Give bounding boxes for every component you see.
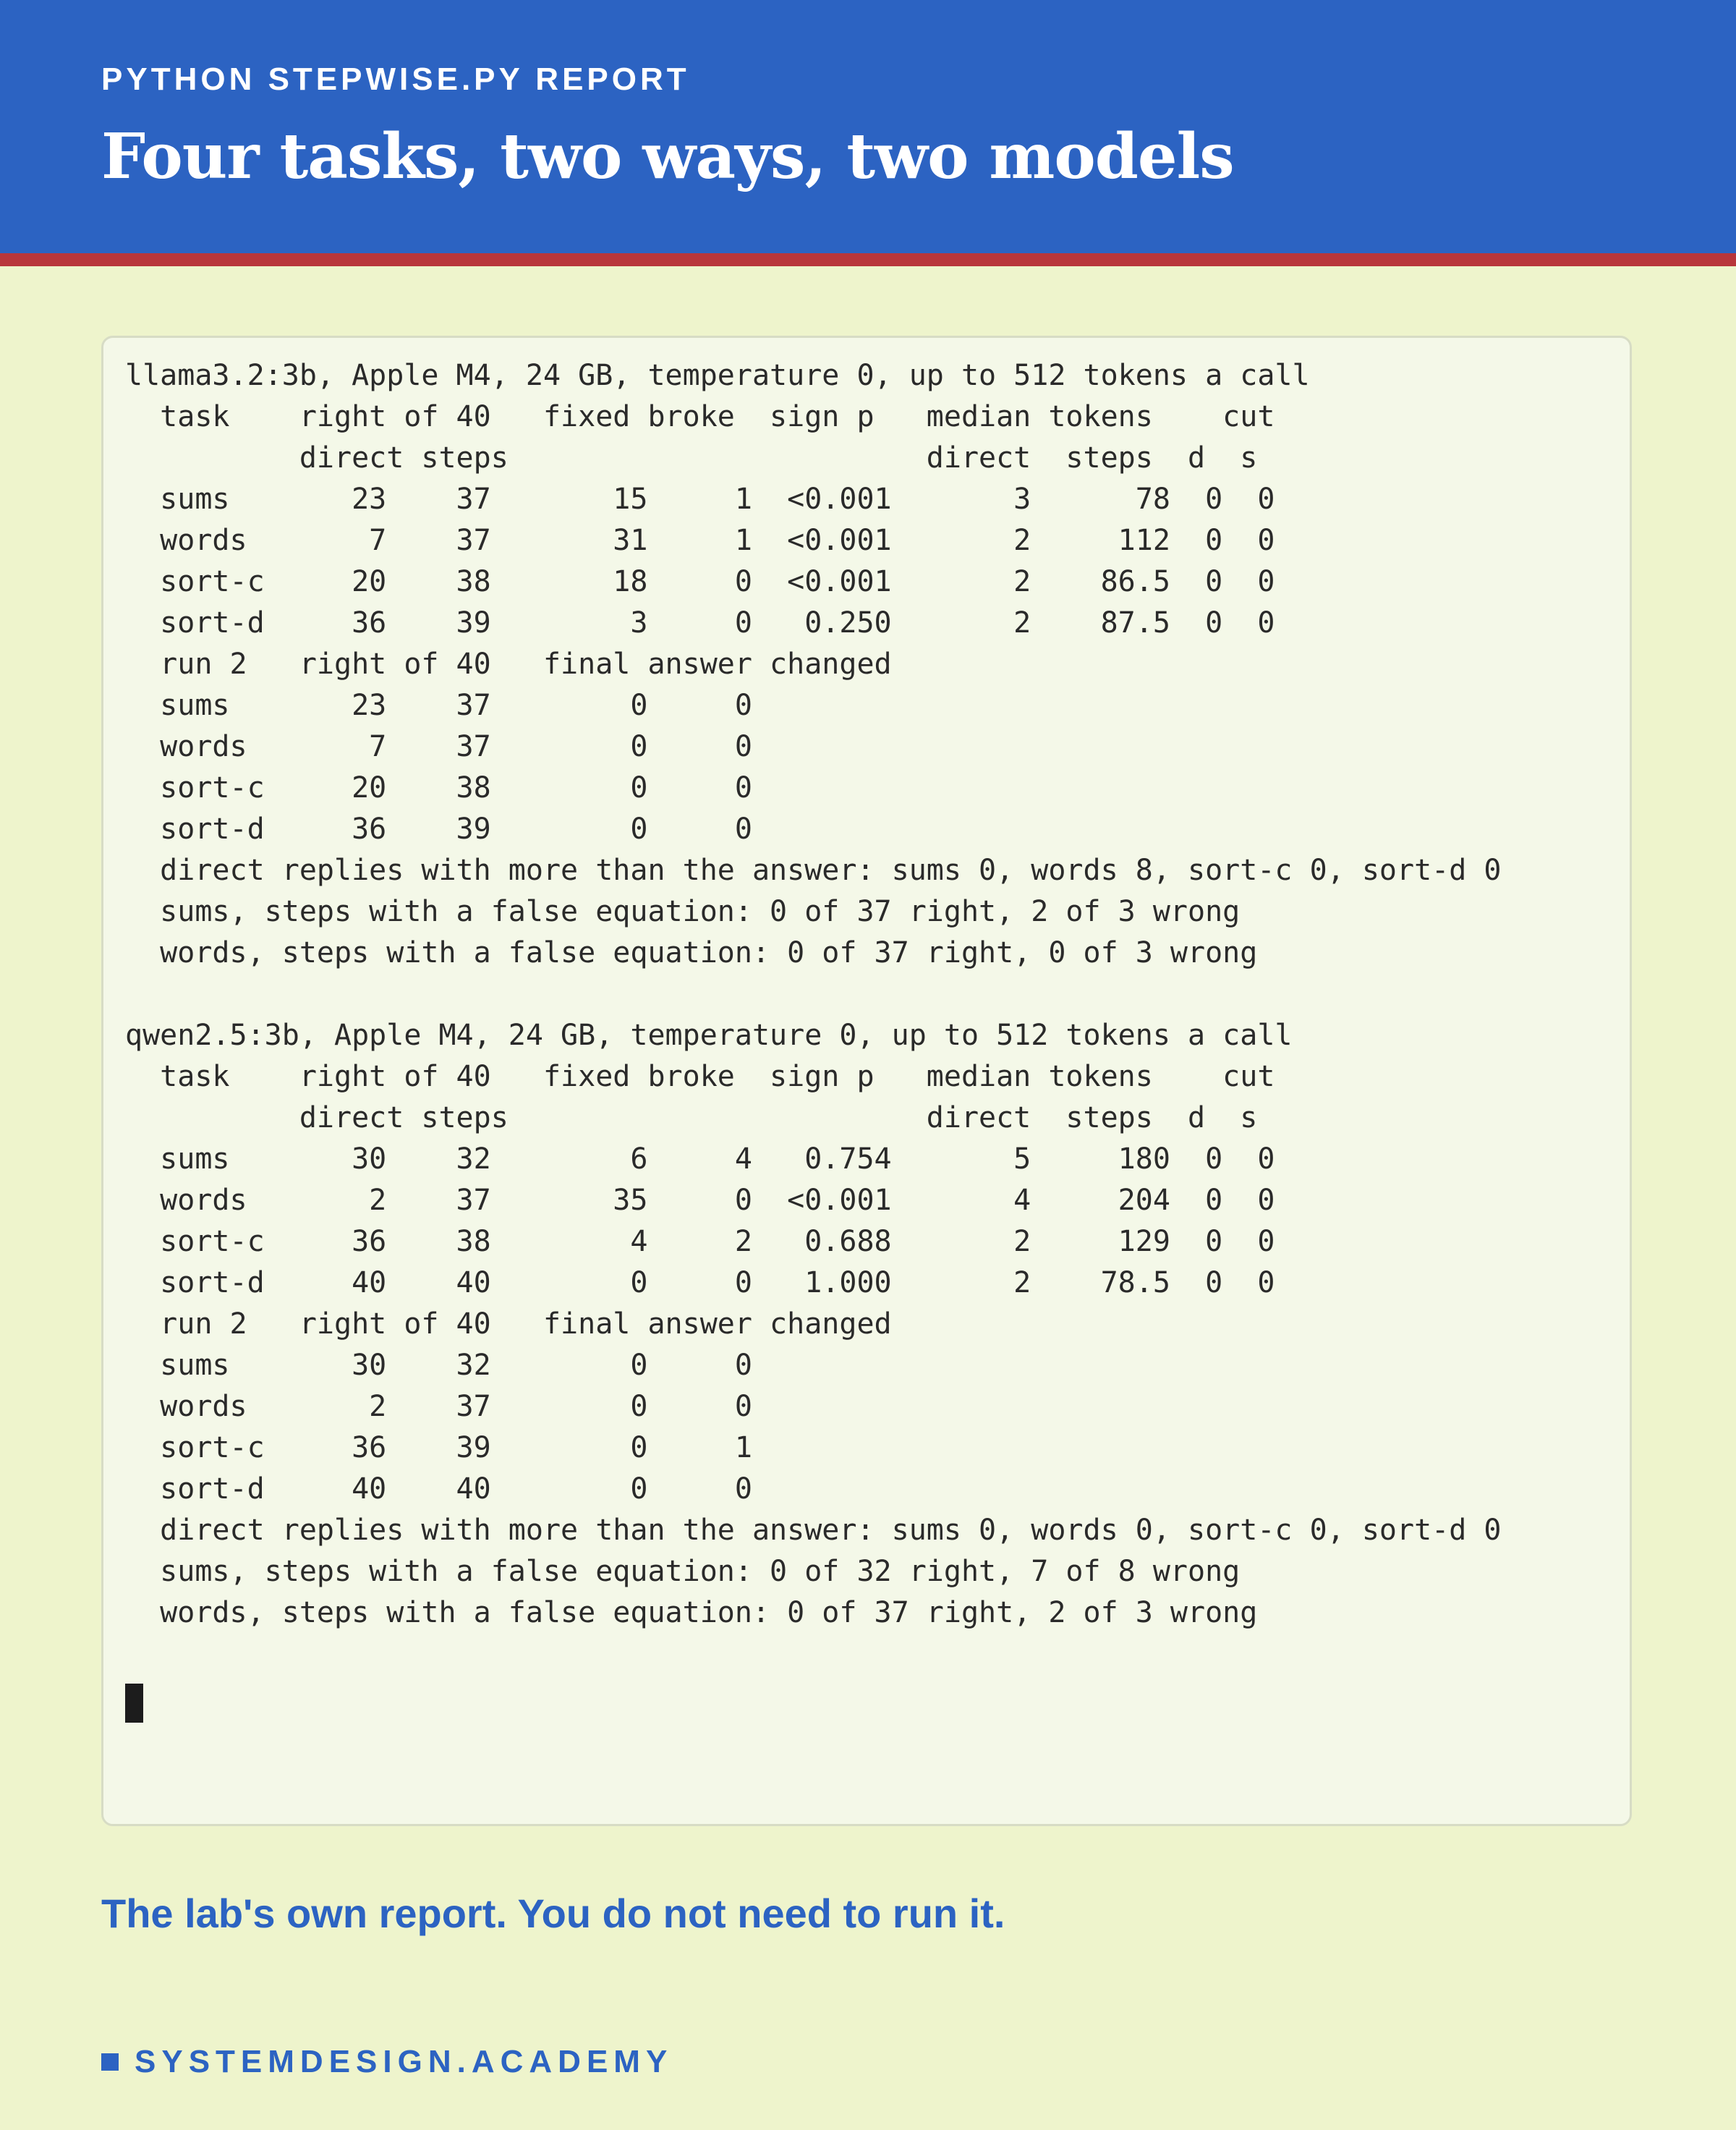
terminal-line: task right of 40 fixed broke sign p median tokens cut [125, 400, 1275, 433]
terminal-line: sums 30 32 0 0 [125, 1349, 752, 1382]
square-bullet-icon [101, 2053, 119, 2071]
terminal-line: sums, steps with a false equation: 0 of 37 right, 2 of 3 wrong [125, 895, 1241, 928]
terminal-line: words 2 37 35 0 <0.001 4 204 0 0 [125, 1184, 1275, 1217]
terminal-line: words 7 37 0 0 [125, 730, 752, 763]
report-header [0, 0, 1736, 253]
terminal-line: sort-d 36 39 3 0 0.250 2 87.5 0 0 [125, 606, 1275, 640]
terminal-line: sort-c 36 38 4 2 0.688 2 129 0 0 [125, 1225, 1275, 1258]
terminal-line: direct steps direct steps d s [125, 441, 1258, 475]
report-caption: The lab's own report. You do not need to run it. [101, 1891, 1005, 1936]
terminal-window[interactable] [101, 336, 1632, 1826]
terminal-line: task right of 40 fixed broke sign p median tokens cut [125, 1060, 1275, 1093]
terminal-line: words 7 37 31 1 <0.001 2 112 0 0 [125, 524, 1275, 557]
footer-brand[interactable] [101, 2045, 673, 2079]
brand-name: SYSTEMDESIGN.ACADEMY [135, 2044, 673, 2079]
terminal-line: sort-c 20 38 0 0 [125, 771, 752, 805]
terminal-line: qwen2.5:3b, Apple M4, 24 GB, temperature 0, up to 512 tokens a call [125, 1019, 1293, 1052]
header-divider-stripe [0, 253, 1736, 266]
terminal-line: sums 23 37 15 1 <0.001 3 78 0 0 [125, 483, 1275, 516]
terminal-line: direct steps direct steps d s [125, 1101, 1258, 1134]
terminal-line: sums 30 32 6 4 0.754 5 180 0 0 [125, 1142, 1275, 1176]
terminal-line: run 2 right of 40 final answer changed [125, 1307, 892, 1341]
terminal-line: sums 23 37 0 0 [125, 689, 752, 722]
terminal-line: llama3.2:3b, Apple M4, 24 GB, temperature 0, up to 512 tokens a call [125, 359, 1310, 392]
terminal-line: sort-d 40 40 0 0 [125, 1472, 752, 1506]
terminal-output [125, 355, 1501, 1634]
terminal-line: sums, steps with a false equation: 0 of 32 right, 7 of 8 wrong [125, 1555, 1241, 1588]
terminal-line: sort-c 36 39 0 1 [125, 1431, 752, 1464]
page-title: Four tasks, two ways, two models [101, 120, 1234, 193]
terminal-line: sort-d 40 40 0 0 1.000 2 78.5 0 0 [125, 1266, 1275, 1299]
terminal-line: direct replies with more than the answer: sums 0, words 0, sort-c 0, sort-d 0 [125, 1514, 1502, 1547]
terminal-line: sort-c 20 38 18 0 <0.001 2 86.5 0 0 [125, 565, 1275, 598]
terminal-line: run 2 right of 40 final answer changed [125, 648, 892, 681]
terminal-line: words, steps with a false equation: 0 of 37 right, 2 of 3 wrong [125, 1596, 1258, 1629]
terminal-line: words, steps with a false equation: 0 of 37 right, 0 of 3 wrong [125, 936, 1258, 969]
terminal-cursor-icon [125, 1684, 143, 1723]
header-eyebrow: PYTHON STEPWISE.PY REPORT [101, 61, 690, 97]
terminal-line: direct replies with more than the answer: sums 0, words 8, sort-c 0, sort-d 0 [125, 854, 1502, 887]
terminal-line: sort-d 36 39 0 0 [125, 812, 752, 846]
terminal-line: words 2 37 0 0 [125, 1390, 752, 1423]
